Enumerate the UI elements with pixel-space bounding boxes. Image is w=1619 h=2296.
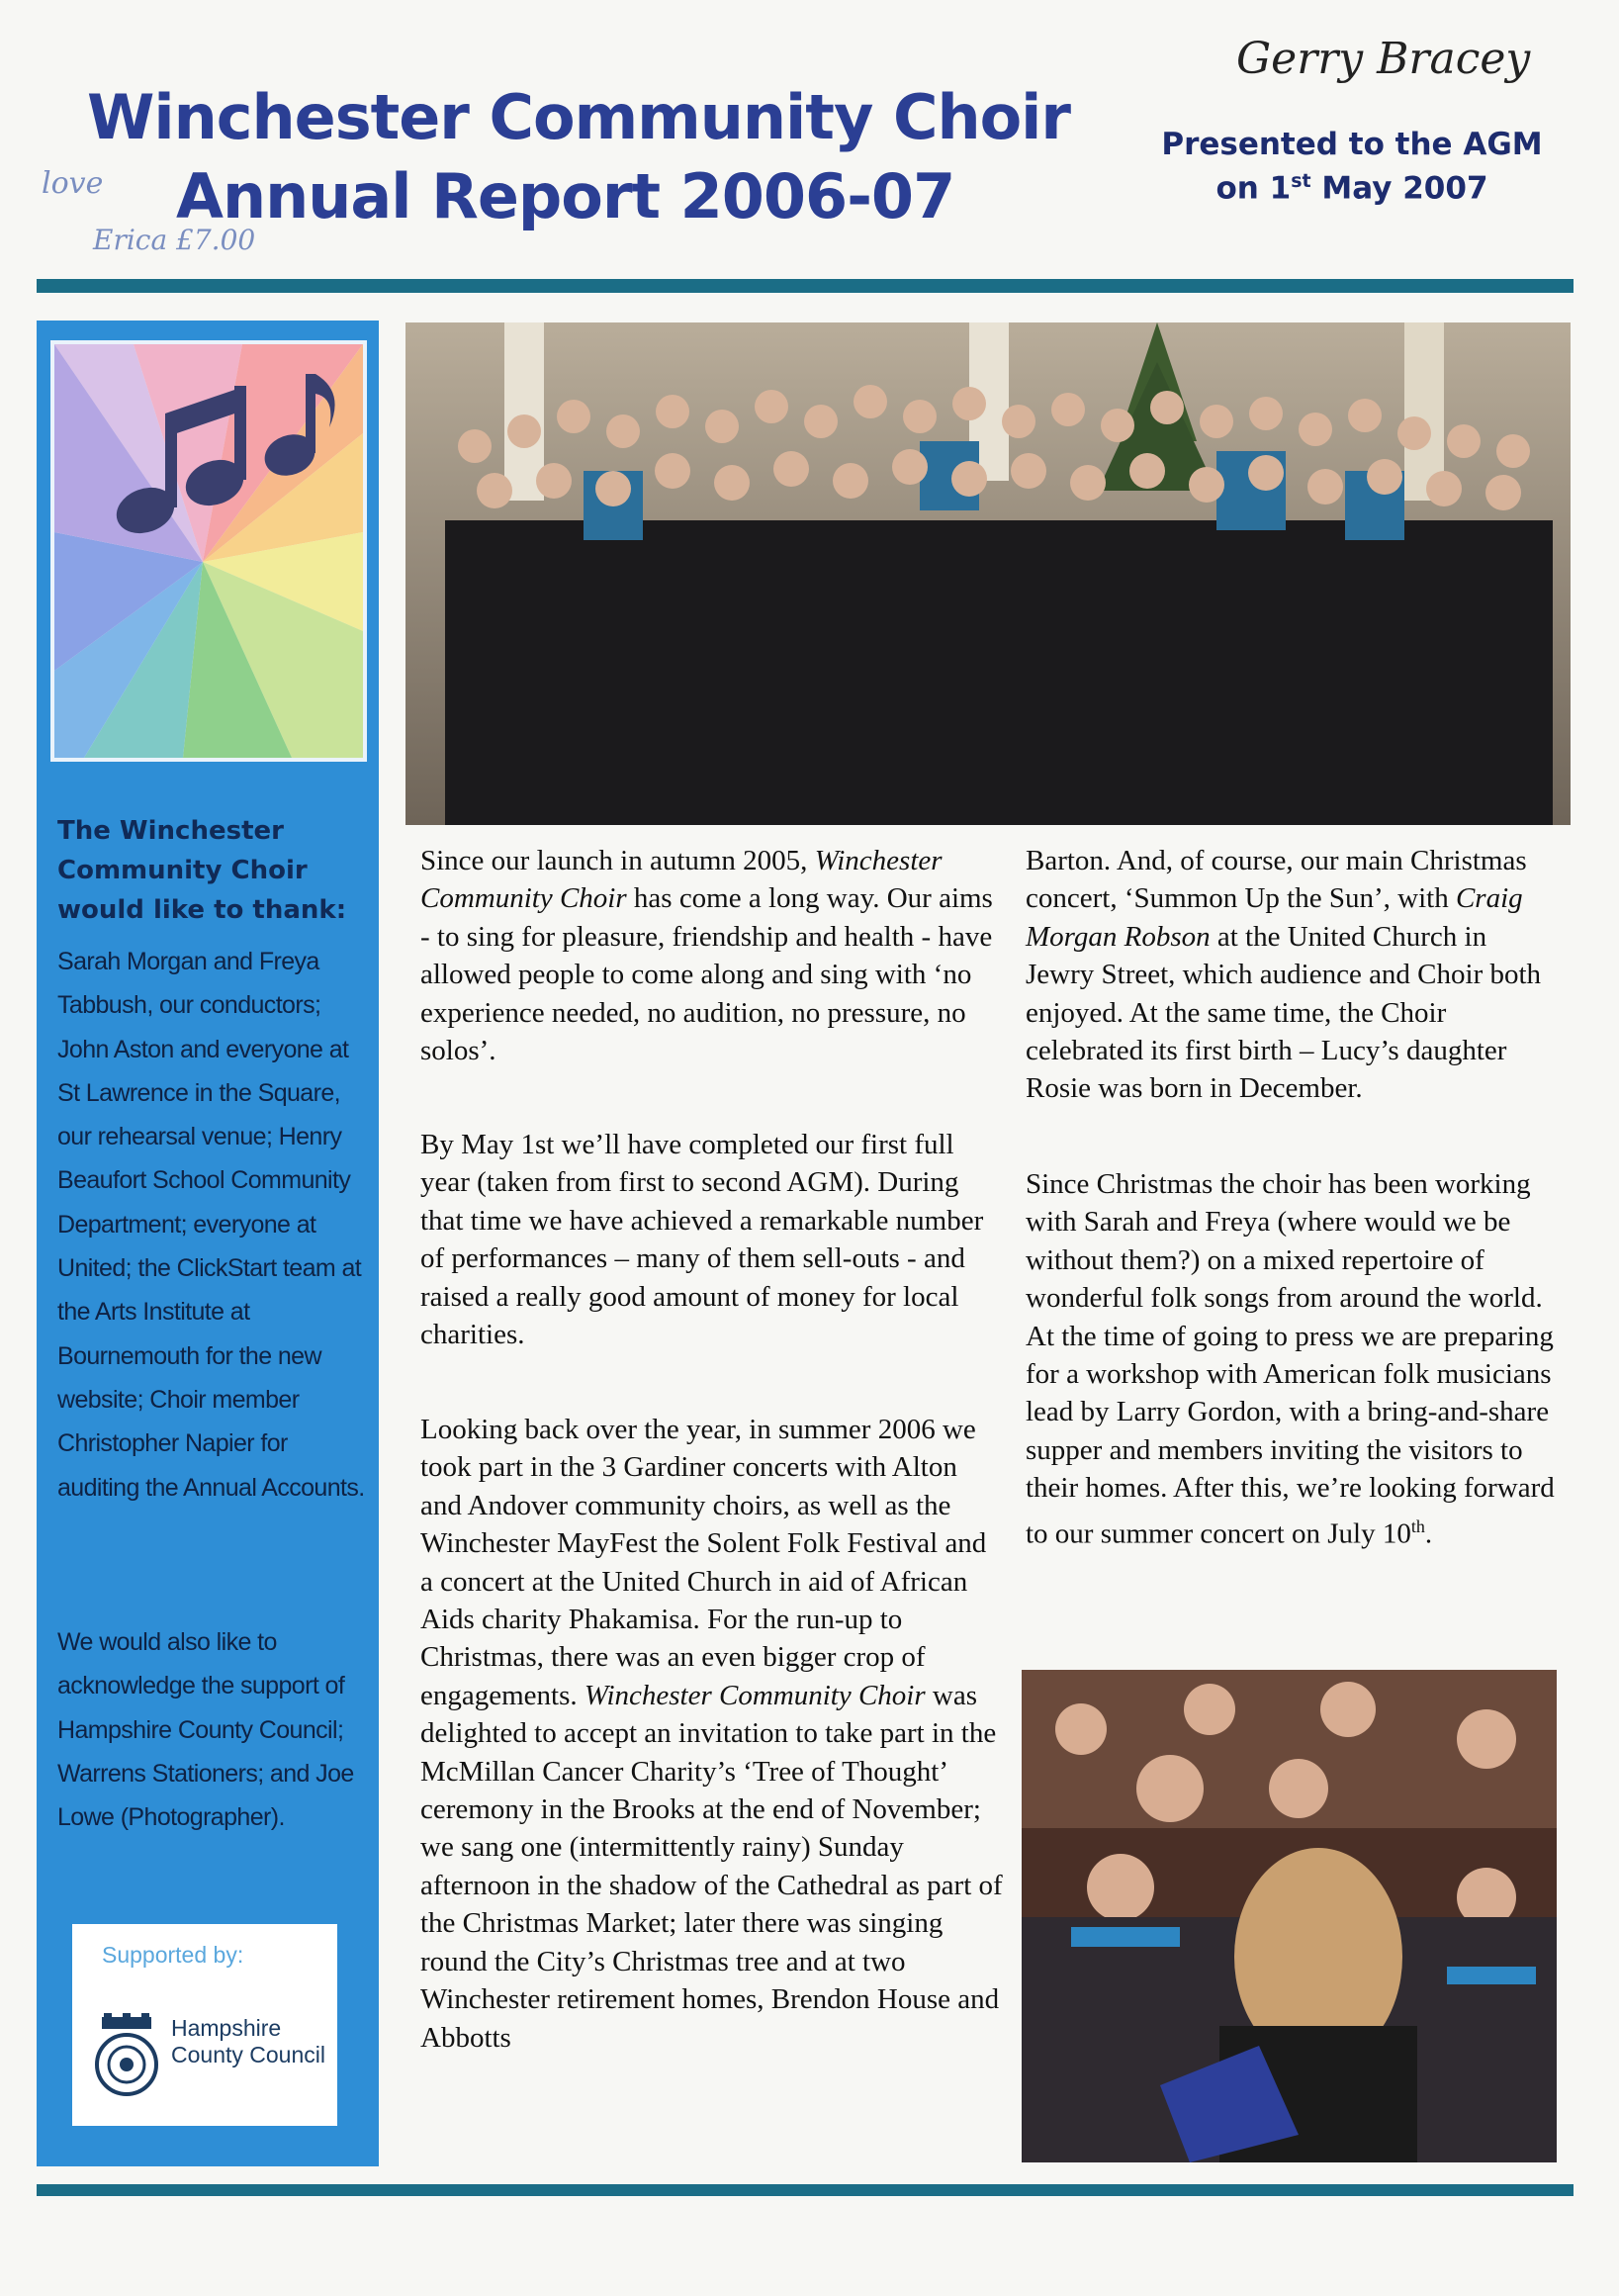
music-notes-icon bbox=[54, 344, 363, 758]
rainbow-music-notes-artwork bbox=[50, 340, 367, 762]
since-christmas-text: Since Christmas the choir has been working with Sarah and Freya (where would we be without them?) on a mixed repertoire of wonderful folk songs from around the world. At the time of going to press we are preparing for a workshop with American folk musicians lead by Larry Gordon, with a bring-and-share supper and members inviting the visitors to their homes. After this, we’re looking forward to our summer concert on July 10 bbox=[1026, 1168, 1555, 1550]
handwritten-signature: Gerry Bracey bbox=[1236, 34, 1531, 84]
year-review-text: Looking back over the year, in summer 2006 we took part in the 3 Gardiner concerts with Alton and Andover community choirs, as well as the Winchester MayFest the Solent Folk Festival and a concert at the United Church in aid of African Aids charity Phakamisa. For the run-up to Christmas, there was an even bigger crop of engagements. bbox=[420, 1414, 987, 1711]
thanks-paragraph-2: We would also like to acknowledge the support of Hampshire County Council; Warrens Stationers; and Joe Lowe (Photographer). bbox=[57, 1628, 354, 1832]
report-title-line-2: Annual Report 2006-07 bbox=[176, 160, 955, 232]
report-title-line-1: Winchester Community Choir bbox=[87, 81, 1071, 153]
guest-artist-italic: Craig Morgan Robson bbox=[1026, 882, 1523, 953]
choir-name-italic: Winchester Community Choir bbox=[420, 845, 943, 915]
bottom-divider-rule bbox=[37, 2184, 1574, 2196]
agm-date-prefix: on 1 bbox=[1215, 170, 1292, 207]
supported-by-box bbox=[72, 1924, 337, 2126]
handwritten-note-line-2: Erica £7.00 bbox=[93, 224, 256, 256]
agm-date-suffix: May 2007 bbox=[1310, 170, 1488, 207]
handwritten-note-line-1: love bbox=[42, 166, 104, 201]
christmas-concert-paragraph bbox=[1026, 842, 1560, 1108]
body-column-left bbox=[420, 842, 1004, 2054]
body-column-right bbox=[1026, 842, 1560, 1550]
intro-paragraph-text: Since our launch in autumn 2005, bbox=[420, 845, 815, 876]
hampshire-crest-icon bbox=[92, 2013, 161, 2102]
presented-to-agm: Presented to the AGM bbox=[1161, 127, 1543, 162]
date-ordinal: th bbox=[1410, 1515, 1425, 1536]
choir-rehearsal-photo bbox=[1022, 1670, 1557, 2162]
christmas-concert-text: Barton. And, of course, our main Christmas concert, ‘Summon Up the Sun’, with bbox=[1026, 845, 1527, 915]
year-review-rest: was delighted to accept an invitation to take part in the McMillan Cancer Charity’s ‘Tree of Thought’ ceremony in the Brooks at the end of November; we sang one (intermittently rainy) Sunday afternoon in the shadow of the Cathedral as part of the Christmas Market; later there was singing round the City’s Christmas tree and at two Winchester retirement homes, Brendon House and Abbotts bbox=[420, 1679, 1003, 2054]
thanks-heading: The Winchester Community Choir would like to thank: bbox=[57, 816, 347, 925]
supported-by-label: Supported by: bbox=[102, 1942, 244, 1968]
choir-name-italic-2: Winchester Community Choir bbox=[584, 1679, 926, 1711]
agm-date-ordinal: st bbox=[1291, 170, 1311, 192]
intro-paragraph-rest: has come a long way. Our aims - to sing for pleasure, friendship and health - have allowed people to come along and sing with ‘no experience needed, no audition, no pressure, no solos’. bbox=[420, 882, 993, 1067]
intro-paragraph bbox=[420, 842, 1004, 1069]
since-christmas-paragraph bbox=[1026, 1165, 1560, 1553]
agm-date bbox=[1139, 170, 1565, 206]
year-review-paragraph bbox=[420, 1411, 1004, 2057]
christmas-concert-rest: at the United Church in Jewry Street, which audience and Choir both enjoyed. At the same time, the Choir celebrated its first birth – Lucy’s daughter Rosie was born in December. bbox=[1026, 920, 1542, 1105]
since-christmas-end: . bbox=[1424, 1517, 1433, 1550]
first-year-paragraph: By May 1st we’ll have completed our first full year (taken from first to second AGM). During that time we have achieved a remarkable number of performances – many of them sell-outs - and raised a really good amount of money for local charities. bbox=[420, 1129, 984, 1351]
choir-group-photo bbox=[405, 322, 1571, 825]
hampshire-county-council-name: Hampshire County Council bbox=[171, 2015, 325, 2067]
thanks-paragraph-1: Sarah Morgan and Freya Tabbush, our conductors; John Aston and everyone at St Lawrence in the Square, our rehearsal venue; Henry Beaufort School Community Department; everyone at United; the ClickStart team at the Arts Institute at Bournemouth for the new website; Choir member Christopher Napier for auditing the Annual Accounts. bbox=[57, 948, 365, 1502]
top-divider-rule bbox=[37, 279, 1574, 293]
